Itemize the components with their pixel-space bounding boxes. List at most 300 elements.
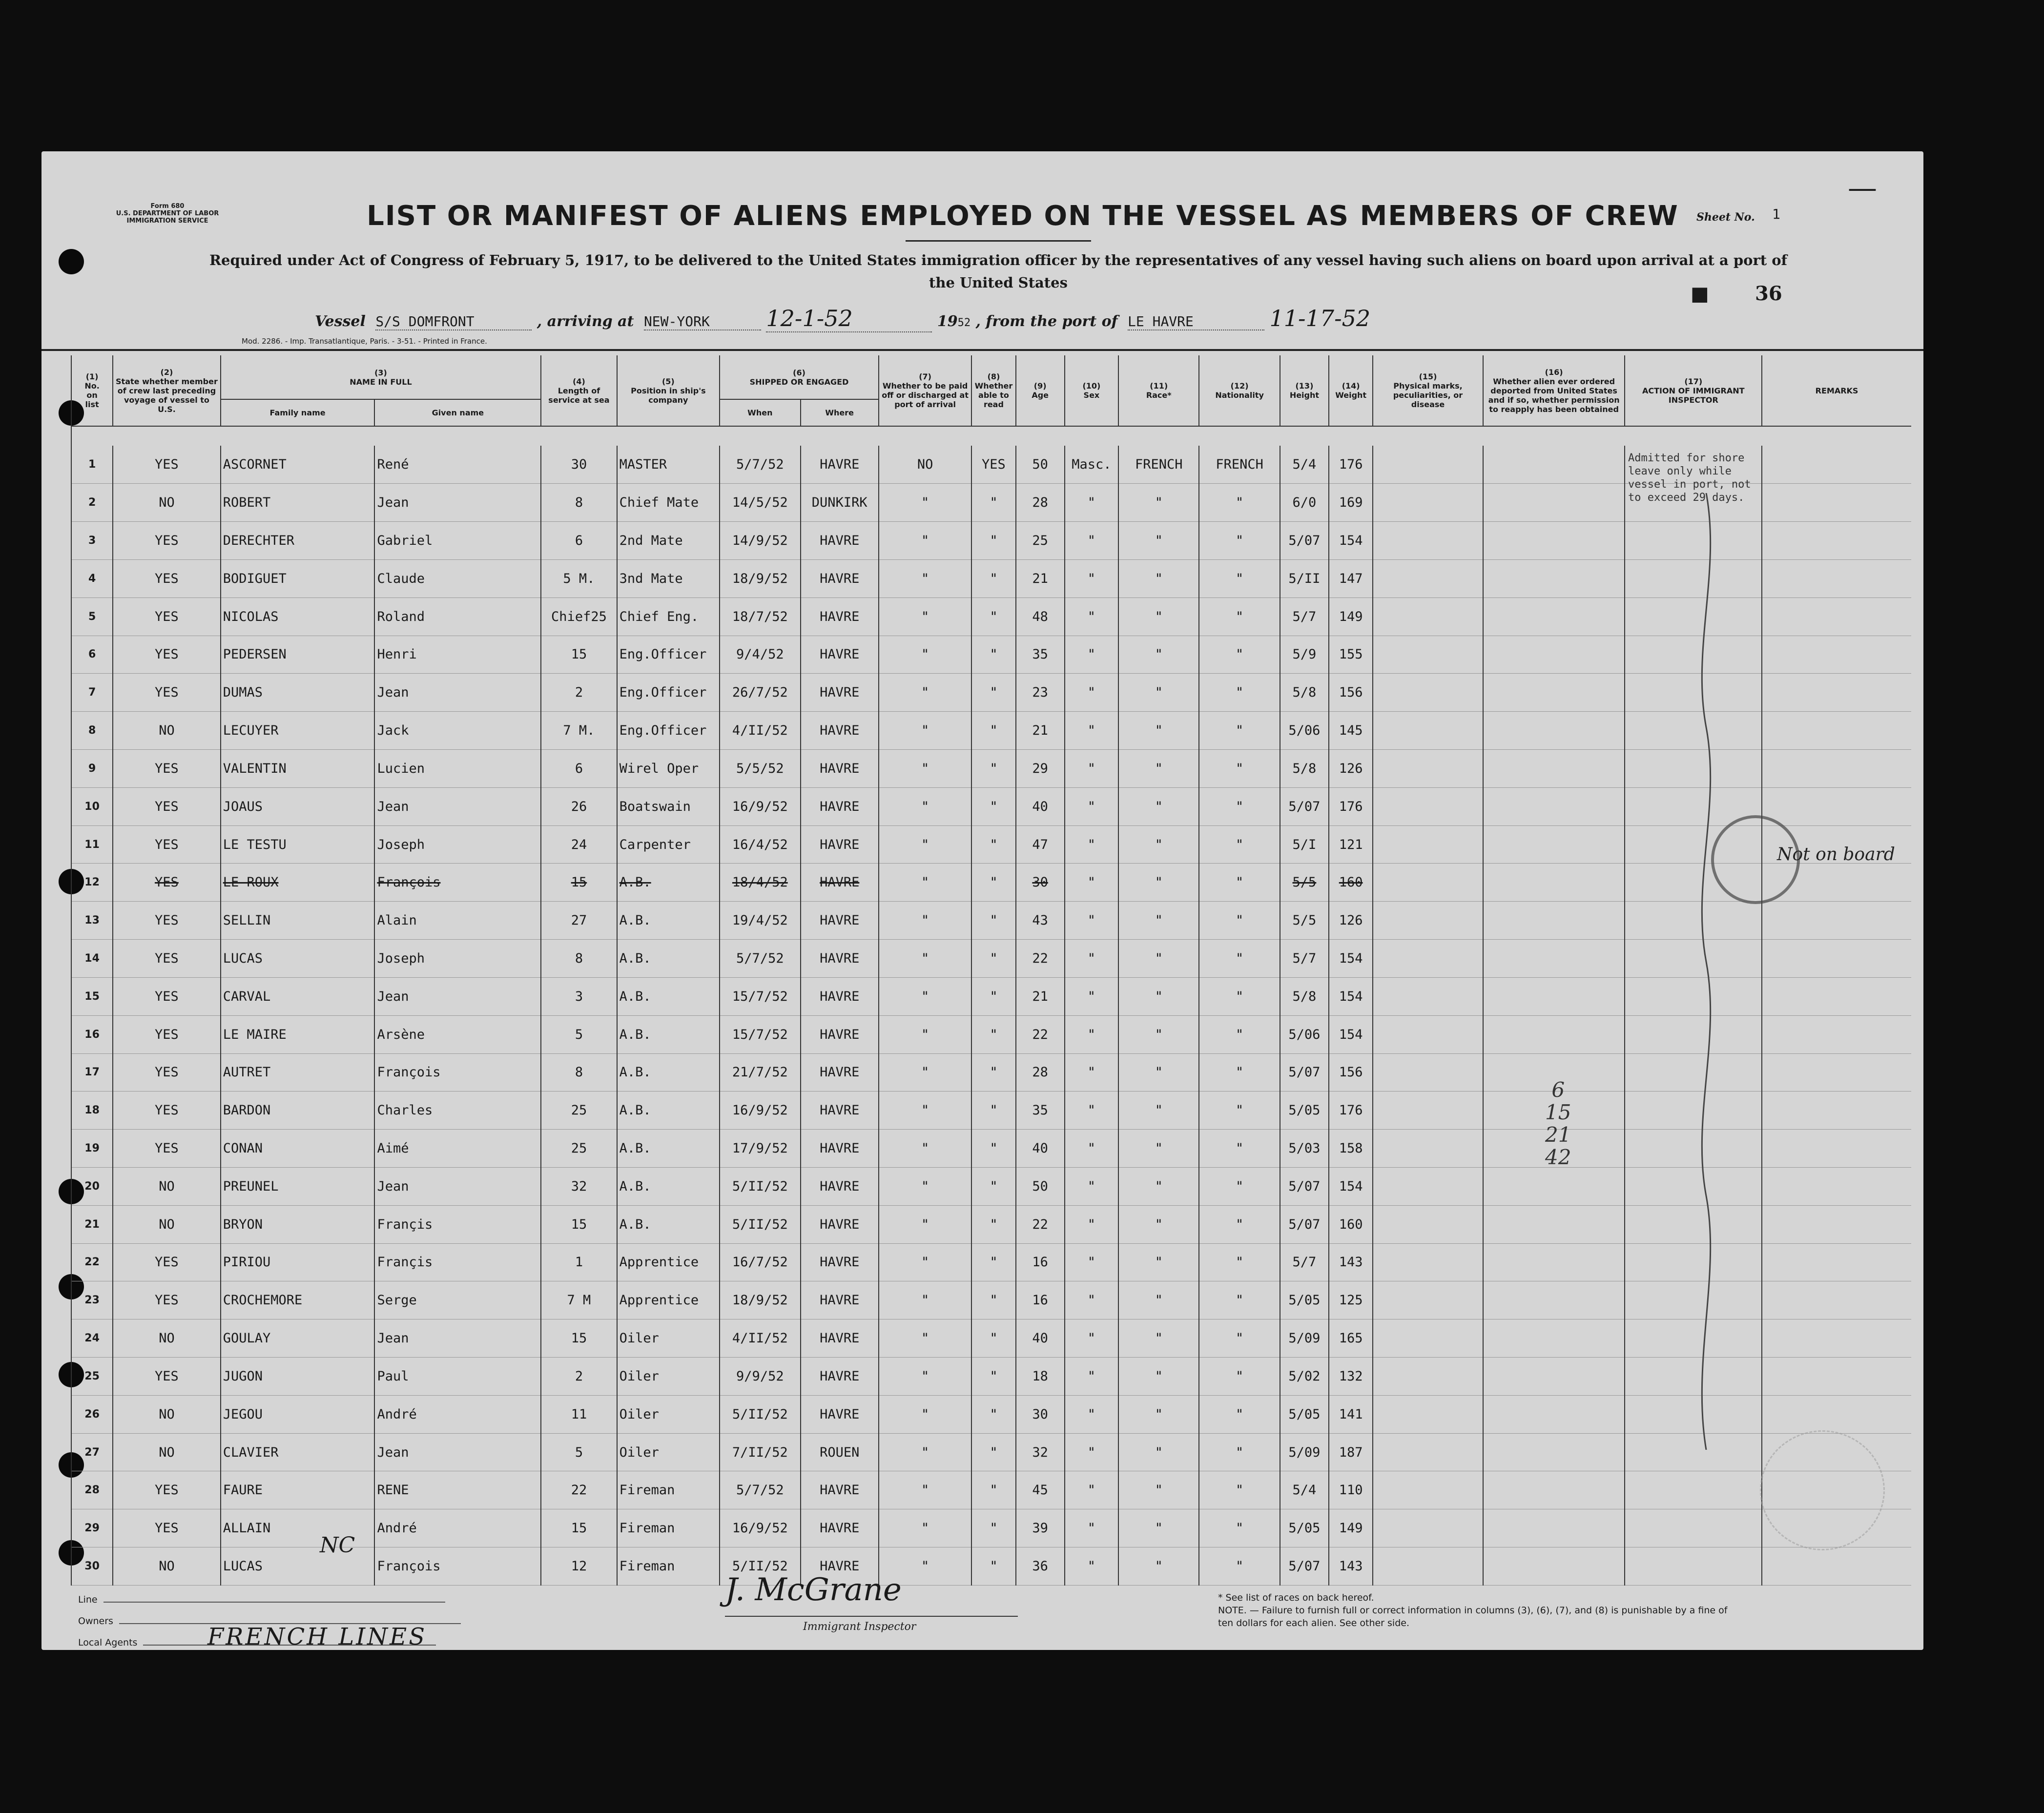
able-to-read-cell: " bbox=[971, 1053, 1015, 1092]
given-name-cell: François bbox=[374, 864, 541, 902]
service-length-cell: 22 bbox=[541, 1471, 617, 1509]
physical-marks-cell bbox=[1373, 1509, 1483, 1547]
binder-hole bbox=[59, 249, 84, 274]
family-name-cell: LUCAS bbox=[221, 1547, 375, 1586]
faint-stamp bbox=[1760, 1430, 1885, 1550]
race-cell: " bbox=[1118, 750, 1199, 788]
position-cell: A.B. bbox=[617, 940, 720, 978]
position-cell: A.B. bbox=[617, 902, 720, 940]
age-cell: 45 bbox=[1016, 1471, 1065, 1509]
race-cell: " bbox=[1118, 1547, 1199, 1586]
family-name-cell: PREUNEL bbox=[221, 1167, 375, 1205]
physical-marks-cell bbox=[1373, 977, 1483, 1015]
age-cell: 40 bbox=[1016, 787, 1065, 825]
signature-line bbox=[725, 1616, 1018, 1617]
paid-off-cell: " bbox=[879, 1053, 971, 1092]
service-length-cell: 7 M bbox=[541, 1281, 617, 1319]
shipped-when-cell: 4/II/52 bbox=[720, 712, 800, 750]
race-cell: " bbox=[1118, 940, 1199, 978]
family-name-cell: ASCORNET bbox=[221, 446, 375, 484]
paid-off-cell: " bbox=[879, 1547, 971, 1586]
service-length-cell: 15 bbox=[541, 1205, 617, 1243]
able-to-read-cell: " bbox=[971, 1205, 1015, 1243]
table-row bbox=[71, 559, 1911, 597]
nationality-cell: " bbox=[1199, 1015, 1280, 1053]
service-length-cell: 6 bbox=[541, 750, 617, 788]
given-name-cell: François bbox=[374, 1053, 541, 1092]
nationality-cell: " bbox=[1199, 559, 1280, 597]
table-row bbox=[71, 1433, 1911, 1471]
paid-off-cell: " bbox=[879, 1092, 971, 1130]
nationality-cell: " bbox=[1199, 864, 1280, 902]
weight-cell: 145 bbox=[1329, 712, 1373, 750]
height-cell: 5/8 bbox=[1280, 674, 1329, 712]
position-cell: A.B. bbox=[617, 1167, 720, 1205]
physical-marks-cell bbox=[1373, 825, 1483, 864]
height-cell: 5/07 bbox=[1280, 1053, 1329, 1092]
paid-off-cell: " bbox=[879, 597, 971, 636]
family-name-cell: JEGOU bbox=[221, 1395, 375, 1433]
col-header-position: (5) Position in ship's company bbox=[617, 355, 720, 426]
family-name-cell: LE TESTU bbox=[221, 825, 375, 864]
deported-cell bbox=[1483, 902, 1625, 940]
weight-cell: 154 bbox=[1329, 1015, 1373, 1053]
nationality-cell: " bbox=[1199, 940, 1280, 978]
sex-cell: " bbox=[1065, 1547, 1118, 1586]
family-name-cell: JUGON bbox=[221, 1358, 375, 1396]
shipped-when-cell: 9/4/52 bbox=[720, 636, 800, 674]
vessel-line bbox=[315, 305, 1445, 332]
height-cell: 5/5 bbox=[1280, 864, 1329, 902]
remarks-cell bbox=[1762, 977, 1911, 1015]
local-agents-value: FRENCH LINES bbox=[207, 1623, 427, 1650]
physical-marks-cell bbox=[1373, 1092, 1483, 1130]
weight-cell: 156 bbox=[1329, 1053, 1373, 1092]
mark-number: 36 bbox=[1755, 282, 1782, 305]
age-cell: 30 bbox=[1016, 1395, 1065, 1433]
deported-cell bbox=[1483, 522, 1625, 560]
shipped-where-cell: HAVRE bbox=[801, 1015, 879, 1053]
paid-off-cell: " bbox=[879, 977, 971, 1015]
sheet-label: Sheet No. bbox=[1696, 211, 1755, 224]
height-cell: 5/07 bbox=[1280, 1205, 1329, 1243]
printer-line: Mod. 2286. - Imp. Transatlantique, Paris. - 3-51. - Printed in France. bbox=[242, 337, 487, 346]
given-name-cell: André bbox=[374, 1509, 541, 1547]
weight-cell: 187 bbox=[1329, 1433, 1373, 1471]
position-cell: A.B. bbox=[617, 977, 720, 1015]
row-number-cell: 6 bbox=[71, 636, 113, 674]
sex-cell: " bbox=[1065, 674, 1118, 712]
given-name-cell: Claude bbox=[374, 559, 541, 597]
physical-marks-cell bbox=[1373, 446, 1483, 484]
shipped-when-cell: 5/II/52 bbox=[720, 1205, 800, 1243]
age-cell: 47 bbox=[1016, 825, 1065, 864]
service-length-cell: 27 bbox=[541, 902, 617, 940]
age-cell: 36 bbox=[1016, 1547, 1065, 1586]
row-number-cell: 2 bbox=[71, 484, 113, 522]
age-cell: 16 bbox=[1016, 1243, 1065, 1281]
sex-cell: " bbox=[1065, 1509, 1118, 1547]
arrival-date: 12-1-52 bbox=[766, 305, 932, 332]
row-number-cell: 13 bbox=[71, 902, 113, 940]
sex-cell: " bbox=[1065, 1015, 1118, 1053]
physical-marks-cell bbox=[1373, 1205, 1483, 1243]
shipped-where-cell: HAVRE bbox=[801, 825, 879, 864]
col-header-given-name: Given name bbox=[374, 399, 541, 426]
age-cell: 18 bbox=[1016, 1358, 1065, 1396]
nationality-cell: " bbox=[1199, 1167, 1280, 1205]
position-cell: Boatswain bbox=[617, 787, 720, 825]
service-length-cell: 8 bbox=[541, 940, 617, 978]
family-name-cell: GOULAY bbox=[221, 1319, 375, 1358]
shipped-when-cell: 18/9/52 bbox=[720, 1281, 800, 1319]
able-to-read-cell: " bbox=[971, 1319, 1015, 1358]
nationality-cell: " bbox=[1199, 1358, 1280, 1396]
shipped-when-cell: 18/9/52 bbox=[720, 559, 800, 597]
sex-cell: " bbox=[1065, 636, 1118, 674]
race-cell: " bbox=[1118, 597, 1199, 636]
family-name-cell: LE ROUX bbox=[221, 864, 375, 902]
deported-cell bbox=[1483, 1167, 1625, 1205]
height-cell: 5/05 bbox=[1280, 1395, 1329, 1433]
race-cell: " bbox=[1118, 1319, 1199, 1358]
shipped-where-cell: HAVRE bbox=[801, 1471, 879, 1509]
given-name-cell: Arsène bbox=[374, 1015, 541, 1053]
page-title: LIST OR MANIFEST OF ALIENS EMPLOYED ON THE VESSEL AS MEMBERS OF CREW bbox=[367, 200, 1679, 232]
remarks-cell bbox=[1762, 636, 1911, 674]
sheet-number: 1 bbox=[1772, 206, 1780, 222]
shipped-when-cell: 16/4/52 bbox=[720, 825, 800, 864]
shipped-when-cell: 9/9/52 bbox=[720, 1358, 800, 1396]
remarks-cell bbox=[1762, 1015, 1911, 1053]
given-name-cell: Joseph bbox=[374, 825, 541, 864]
shipped-when-cell: 26/7/52 bbox=[720, 674, 800, 712]
nc-note: NC bbox=[320, 1533, 355, 1558]
height-cell: 5/02 bbox=[1280, 1358, 1329, 1396]
col-header-nationality: (12) Nationality bbox=[1199, 355, 1280, 426]
shipped-when-cell: 5/7/52 bbox=[720, 1471, 800, 1509]
race-cell: " bbox=[1118, 1281, 1199, 1319]
service-length-cell: 15 bbox=[541, 1319, 617, 1358]
deported-cell bbox=[1483, 1509, 1625, 1547]
given-name-cell: Aimé bbox=[374, 1130, 541, 1168]
table-row bbox=[71, 1130, 1911, 1168]
paid-off-cell: " bbox=[879, 1243, 971, 1281]
col-header-where: Where bbox=[801, 399, 879, 426]
age-cell: 35 bbox=[1016, 636, 1065, 674]
weight-cell: 154 bbox=[1329, 522, 1373, 560]
table-row bbox=[71, 940, 1911, 978]
remarks-cell bbox=[1762, 940, 1911, 978]
prev-voyage-cell: NO bbox=[113, 1205, 221, 1243]
family-name-cell: PIRIOU bbox=[221, 1243, 375, 1281]
table-row bbox=[71, 522, 1911, 560]
physical-marks-cell bbox=[1373, 1433, 1483, 1471]
table-row bbox=[71, 1205, 1911, 1243]
col-header-action: (17) ACTION OF IMMIGRANT INSPECTOR bbox=[1625, 355, 1762, 426]
prev-voyage-cell: YES bbox=[113, 559, 221, 597]
sex-cell: " bbox=[1065, 1281, 1118, 1319]
height-cell: 5/09 bbox=[1280, 1433, 1329, 1471]
nationality-cell: " bbox=[1199, 902, 1280, 940]
nationality-cell: " bbox=[1199, 1509, 1280, 1547]
given-name-cell: Alain bbox=[374, 902, 541, 940]
age-cell: 40 bbox=[1016, 1319, 1065, 1358]
height-cell: 5/05 bbox=[1280, 1509, 1329, 1547]
row-number-cell: 10 bbox=[71, 787, 113, 825]
service-length-cell: 8 bbox=[541, 1053, 617, 1092]
race-cell: " bbox=[1118, 1130, 1199, 1168]
shipped-when-cell: 19/4/52 bbox=[720, 902, 800, 940]
service-length-cell: 32 bbox=[541, 1167, 617, 1205]
able-to-read-cell: " bbox=[971, 559, 1015, 597]
service-length-cell: 15 bbox=[541, 1509, 617, 1547]
position-cell: Fireman bbox=[617, 1471, 720, 1509]
deported-cell bbox=[1483, 1433, 1625, 1471]
from-port: LE HAVRE bbox=[1128, 313, 1264, 330]
weight-cell: 126 bbox=[1329, 750, 1373, 788]
nationality-cell: " bbox=[1199, 1130, 1280, 1168]
shipped-where-cell: HAVRE bbox=[801, 446, 879, 484]
age-cell: 16 bbox=[1016, 1281, 1065, 1319]
shipped-when-cell: 5/7/52 bbox=[720, 940, 800, 978]
service-length-cell: 25 bbox=[541, 1130, 617, 1168]
age-cell: 50 bbox=[1016, 446, 1065, 484]
vessel-name: S/S DOMFRONT bbox=[375, 313, 532, 330]
race-cell: " bbox=[1118, 1509, 1199, 1547]
table-row bbox=[71, 825, 1911, 864]
race-cell: " bbox=[1118, 636, 1199, 674]
family-name-cell: FAURE bbox=[221, 1471, 375, 1509]
position-cell: A.B. bbox=[617, 864, 720, 902]
weight-cell: 132 bbox=[1329, 1358, 1373, 1396]
table-row bbox=[71, 977, 1911, 1015]
race-cell: " bbox=[1118, 1015, 1199, 1053]
service-length-cell: 8 bbox=[541, 484, 617, 522]
shipped-where-cell: HAVRE bbox=[801, 1395, 879, 1433]
able-to-read-cell: " bbox=[971, 1471, 1015, 1509]
position-cell: Wirel Oper bbox=[617, 750, 720, 788]
height-cell: 5/I bbox=[1280, 825, 1329, 864]
height-cell: 5/07 bbox=[1280, 1167, 1329, 1205]
race-cell: " bbox=[1118, 1053, 1199, 1092]
deported-cell bbox=[1483, 1358, 1625, 1396]
weight-cell: 149 bbox=[1329, 597, 1373, 636]
sex-cell: " bbox=[1065, 1358, 1118, 1396]
arriving-label: , arriving at bbox=[537, 313, 634, 330]
nationality-cell: " bbox=[1199, 597, 1280, 636]
physical-marks-cell bbox=[1373, 787, 1483, 825]
nationality-cell: " bbox=[1199, 674, 1280, 712]
crew-table bbox=[71, 355, 1911, 1586]
remarks-cell bbox=[1762, 712, 1911, 750]
corner-mark: — bbox=[1848, 171, 1877, 205]
remarks-cell bbox=[1762, 1243, 1911, 1281]
row-number-cell: 5 bbox=[71, 597, 113, 636]
prev-voyage-cell: YES bbox=[113, 597, 221, 636]
shipped-when-cell: 16/9/52 bbox=[720, 1509, 800, 1547]
paid-off-cell: " bbox=[879, 559, 971, 597]
shipped-when-cell: 16/9/52 bbox=[720, 1092, 800, 1130]
sex-cell: " bbox=[1065, 1395, 1118, 1433]
deported-cell bbox=[1483, 559, 1625, 597]
age-cell: 22 bbox=[1016, 1015, 1065, 1053]
owners-label: Owners bbox=[78, 1616, 113, 1627]
weight-cell: 154 bbox=[1329, 1167, 1373, 1205]
service-length-cell: 26 bbox=[541, 787, 617, 825]
height-cell: 5/07 bbox=[1280, 787, 1329, 825]
sex-cell: " bbox=[1065, 712, 1118, 750]
sex-cell: " bbox=[1065, 597, 1118, 636]
row-number-cell: 29 bbox=[71, 1509, 113, 1547]
position-cell: Apprentice bbox=[617, 1281, 720, 1319]
physical-marks-cell bbox=[1373, 522, 1483, 560]
able-to-read-cell: " bbox=[971, 940, 1015, 978]
able-to-read-cell: " bbox=[971, 825, 1015, 864]
remarks-cell bbox=[1762, 1319, 1911, 1358]
shipped-when-cell: 15/7/52 bbox=[720, 1015, 800, 1053]
shipped-where-cell: HAVRE bbox=[801, 712, 879, 750]
shipped-where-cell: HAVRE bbox=[801, 1092, 879, 1130]
paid-off-cell: " bbox=[879, 864, 971, 902]
remarks-cell bbox=[1762, 484, 1911, 522]
able-to-read-cell: " bbox=[971, 522, 1015, 560]
nationality-cell: " bbox=[1199, 1433, 1280, 1471]
given-name-cell: Jean bbox=[374, 787, 541, 825]
sex-cell: " bbox=[1065, 1471, 1118, 1509]
col-header-when: When bbox=[720, 399, 800, 426]
weight-cell: 149 bbox=[1329, 1509, 1373, 1547]
physical-marks-cell bbox=[1373, 1281, 1483, 1319]
col-header-read: (8) Whether able to read bbox=[971, 355, 1015, 426]
paid-off-cell: " bbox=[879, 1205, 971, 1243]
family-name-cell: LECUYER bbox=[221, 712, 375, 750]
remarks-cell bbox=[1762, 1167, 1911, 1205]
height-cell: 5/05 bbox=[1280, 1281, 1329, 1319]
height-cell: 5/07 bbox=[1280, 1547, 1329, 1586]
sex-cell: " bbox=[1065, 1167, 1118, 1205]
shipped-when-cell: 17/9/52 bbox=[720, 1130, 800, 1168]
nationality-cell: " bbox=[1199, 522, 1280, 560]
footer-note bbox=[1218, 1591, 1731, 1629]
weight-cell: 156 bbox=[1329, 674, 1373, 712]
remarks-cell bbox=[1762, 559, 1911, 597]
given-name-cell: Jean bbox=[374, 674, 541, 712]
paid-off-cell: " bbox=[879, 674, 971, 712]
age-cell: 21 bbox=[1016, 712, 1065, 750]
position-cell: 3nd Mate bbox=[617, 559, 720, 597]
col-header-height: (13) Height bbox=[1280, 355, 1329, 426]
paid-off-cell: " bbox=[879, 522, 971, 560]
race-cell: " bbox=[1118, 977, 1199, 1015]
age-cell: 48 bbox=[1016, 597, 1065, 636]
nationality-cell: " bbox=[1199, 787, 1280, 825]
shipped-when-cell: 4/II/52 bbox=[720, 1319, 800, 1358]
weight-cell: 141 bbox=[1329, 1395, 1373, 1433]
age-cell: 28 bbox=[1016, 1053, 1065, 1092]
nationality-cell: " bbox=[1199, 712, 1280, 750]
race-cell: " bbox=[1118, 522, 1199, 560]
race-cell: FRENCH bbox=[1118, 446, 1199, 484]
physical-marks-cell bbox=[1373, 559, 1483, 597]
table-row bbox=[71, 1015, 1911, 1053]
shipped-where-cell: HAVRE bbox=[801, 597, 879, 636]
remarks-cell bbox=[1762, 1092, 1911, 1130]
physical-marks-cell bbox=[1373, 1358, 1483, 1396]
shipped-where-cell: ROUEN bbox=[801, 1433, 879, 1471]
family-name-cell: NICOLAS bbox=[221, 597, 375, 636]
race-cell: " bbox=[1118, 1092, 1199, 1130]
given-name-cell: Françis bbox=[374, 1205, 541, 1243]
family-name-cell: CARVAL bbox=[221, 977, 375, 1015]
family-name-cell: AUTRET bbox=[221, 1053, 375, 1092]
service-length-cell: 2 bbox=[541, 674, 617, 712]
paid-off-cell: " bbox=[879, 1433, 971, 1471]
crew-rows bbox=[71, 446, 1911, 1586]
shipped-where-cell: HAVRE bbox=[801, 1547, 879, 1586]
sex-cell: " bbox=[1065, 1205, 1118, 1243]
deported-cell bbox=[1483, 1395, 1625, 1433]
race-cell: " bbox=[1118, 1358, 1199, 1396]
subtitle: Required under Act of Congress of February 5, 1917, to be delivered to the United States immigration officer by the representatives of any vessel having such aliens on board upon arrival at a port of the United States bbox=[209, 252, 1788, 291]
shipped-where-cell: HAVRE bbox=[801, 1358, 879, 1396]
remarks-cell bbox=[1762, 750, 1911, 788]
remarks-cell bbox=[1762, 787, 1911, 825]
table-row bbox=[71, 1395, 1911, 1433]
shipped-when-cell: 16/7/52 bbox=[720, 1243, 800, 1281]
service-length-cell: 25 bbox=[541, 1092, 617, 1130]
height-cell: 5/03 bbox=[1280, 1130, 1329, 1168]
sex-cell: " bbox=[1065, 825, 1118, 864]
deported-cell bbox=[1483, 636, 1625, 674]
age-cell: 25 bbox=[1016, 522, 1065, 560]
paid-off-cell: " bbox=[879, 1395, 971, 1433]
race-cell: " bbox=[1118, 712, 1199, 750]
col-header-prev-voyage: (2) State whether member of crew last preceding voyage of vessel to U.S. bbox=[113, 355, 221, 426]
age-cell: 29 bbox=[1016, 750, 1065, 788]
given-name-cell: Henri bbox=[374, 636, 541, 674]
race-cell: " bbox=[1118, 484, 1199, 522]
able-to-read-cell: " bbox=[971, 1358, 1015, 1396]
family-name-cell: PEDERSEN bbox=[221, 636, 375, 674]
sex-cell: " bbox=[1065, 1319, 1118, 1358]
physical-marks-cell bbox=[1373, 864, 1483, 902]
shipped-when-cell: 14/9/52 bbox=[720, 522, 800, 560]
age-cell: 35 bbox=[1016, 1092, 1065, 1130]
family-name-cell: VALENTIN bbox=[221, 750, 375, 788]
prev-voyage-cell: YES bbox=[113, 750, 221, 788]
age-cell: 39 bbox=[1016, 1509, 1065, 1547]
position-cell: MASTER bbox=[617, 446, 720, 484]
col-header-age: (9) Age bbox=[1016, 355, 1065, 426]
row-number-cell: 19 bbox=[71, 1130, 113, 1168]
remarks-cell bbox=[1762, 1547, 1911, 1586]
age-cell: 28 bbox=[1016, 484, 1065, 522]
shipped-when-cell: 5/II/52 bbox=[720, 1167, 800, 1205]
given-name-cell: Roland bbox=[374, 597, 541, 636]
shipped-where-cell: HAVRE bbox=[801, 977, 879, 1015]
able-to-read-cell: " bbox=[971, 1433, 1015, 1471]
able-to-read-cell: YES bbox=[971, 446, 1015, 484]
service-length-cell: 5 bbox=[541, 1433, 617, 1471]
age-cell: 21 bbox=[1016, 977, 1065, 1015]
service-length-cell: 5 bbox=[541, 1015, 617, 1053]
sex-cell: " bbox=[1065, 787, 1118, 825]
position-cell: Chief Mate bbox=[617, 484, 720, 522]
physical-marks-cell bbox=[1373, 1547, 1483, 1586]
prev-voyage-cell: YES bbox=[113, 825, 221, 864]
nationality-cell: " bbox=[1199, 1205, 1280, 1243]
